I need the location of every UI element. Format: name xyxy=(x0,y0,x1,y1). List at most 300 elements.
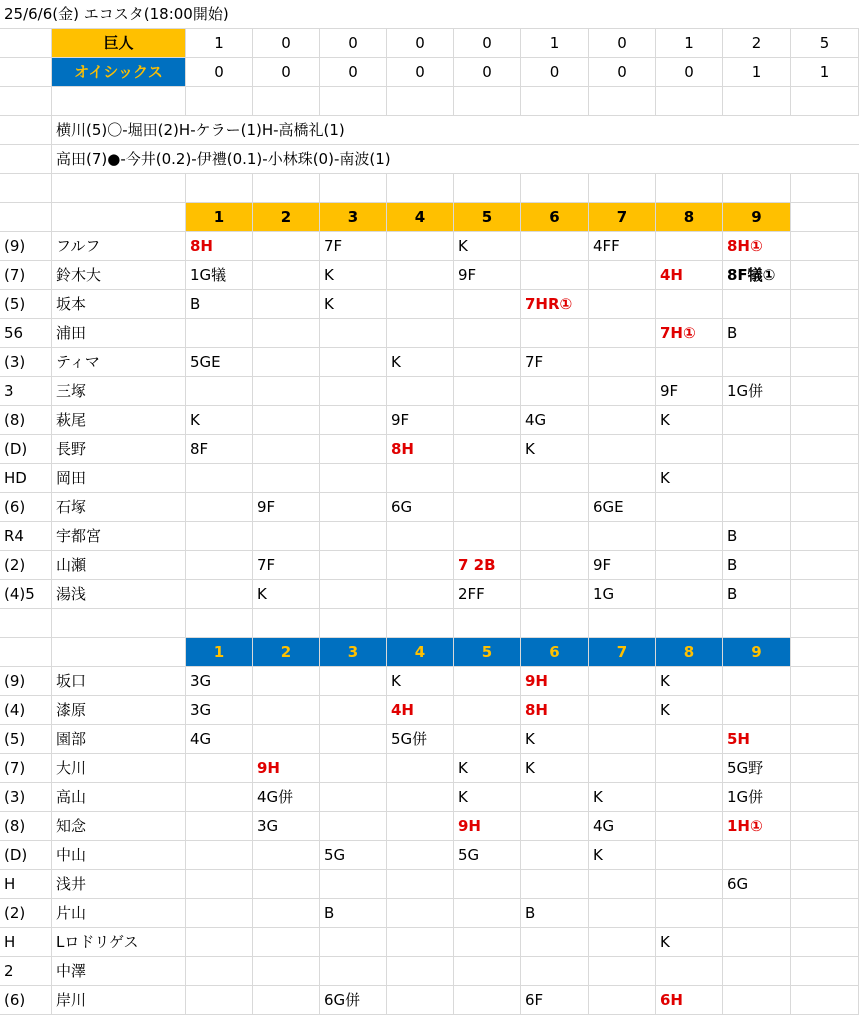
at-bat-result xyxy=(589,464,656,493)
at-bat-result xyxy=(186,551,253,580)
inning-header-cell: 9 xyxy=(723,203,791,232)
at-bat-result xyxy=(387,522,454,551)
at-bat-result xyxy=(454,870,521,899)
at-bat-result xyxy=(387,580,454,609)
at-bat-result xyxy=(723,464,791,493)
at-bat-result xyxy=(387,899,454,928)
at-bat-result xyxy=(723,696,791,725)
at-bat-result xyxy=(253,319,320,348)
at-bat-result xyxy=(454,667,521,696)
at-bat-result xyxy=(589,754,656,783)
batter-row xyxy=(0,986,859,1015)
inning-header-cell: 7 xyxy=(589,203,656,232)
at-bat-result: 9F xyxy=(387,406,454,435)
at-bat-result: B xyxy=(521,899,589,928)
batter-row xyxy=(0,290,859,319)
batter-position: (7) xyxy=(0,261,52,290)
at-bat-result xyxy=(656,870,723,899)
batter-name: 坂口 xyxy=(52,667,186,696)
at-bat-result xyxy=(186,754,253,783)
at-bat-result: 6G xyxy=(387,493,454,522)
at-bat-result xyxy=(723,435,791,464)
at-bat-result: 8H① xyxy=(723,232,791,261)
at-bat-result: K xyxy=(521,725,589,754)
linescore-score: 0 xyxy=(387,58,454,87)
game-title: 25/6/6(金) エコスタ(18:00開始) xyxy=(0,0,859,29)
at-bat-result xyxy=(723,899,791,928)
at-bat-result xyxy=(387,261,454,290)
at-bat-result: 1G併 xyxy=(723,783,791,812)
at-bat-result: 9F xyxy=(656,377,723,406)
at-bat-result xyxy=(454,348,521,377)
at-bat-result: B xyxy=(723,551,791,580)
at-bat-result xyxy=(589,725,656,754)
at-bat-result xyxy=(723,986,791,1015)
inning-header-cell: 3 xyxy=(320,638,387,667)
batter-name: ティマ xyxy=(52,348,186,377)
linescore-score: 0 xyxy=(387,29,454,58)
at-bat-result xyxy=(723,957,791,986)
at-bat-result: 4H xyxy=(387,696,454,725)
batter-row xyxy=(0,667,859,696)
at-bat-result xyxy=(454,290,521,319)
at-bat-result xyxy=(387,290,454,319)
at-bat-result xyxy=(656,348,723,377)
inning-header-cell: 5 xyxy=(454,203,521,232)
linescore-score: 1 xyxy=(186,29,253,58)
at-bat-result: 1G併 xyxy=(723,377,791,406)
at-bat-result xyxy=(320,928,387,957)
at-bat-result xyxy=(186,870,253,899)
batter-name: フルフ xyxy=(52,232,186,261)
inning-header-cell: 8 xyxy=(656,638,723,667)
at-bat-result xyxy=(186,783,253,812)
linescore-score: 0 xyxy=(454,58,521,87)
at-bat-result: K xyxy=(387,667,454,696)
at-bat-result: 5G xyxy=(320,841,387,870)
at-bat-result xyxy=(186,522,253,551)
at-bat-result: 4FF xyxy=(589,232,656,261)
batter-row xyxy=(0,725,859,754)
batter-name: 浅井 xyxy=(52,870,186,899)
batter-row xyxy=(0,783,859,812)
batter-name: 中澤 xyxy=(52,957,186,986)
at-bat-result xyxy=(589,986,656,1015)
batter-position: (6) xyxy=(0,986,52,1015)
batter-name: 中山 xyxy=(52,841,186,870)
at-bat-result xyxy=(320,377,387,406)
batter-name: 漆原 xyxy=(52,696,186,725)
batter-row xyxy=(0,319,859,348)
batter-position: (9) xyxy=(0,232,52,261)
at-bat-result: 6F xyxy=(521,986,589,1015)
batter-position: 3 xyxy=(0,377,52,406)
at-bat-result xyxy=(186,928,253,957)
at-bat-result xyxy=(320,406,387,435)
inning-header-cell: 4 xyxy=(387,638,454,667)
batter-position: (3) xyxy=(0,348,52,377)
batter-position: H xyxy=(0,928,52,957)
batter-position: HD xyxy=(0,464,52,493)
at-bat-result xyxy=(387,377,454,406)
at-bat-result xyxy=(253,696,320,725)
at-bat-result: 4H xyxy=(656,261,723,290)
at-bat-result: 8F犠① xyxy=(723,261,791,290)
at-bat-result xyxy=(589,435,656,464)
inning-header-cell: 5 xyxy=(454,638,521,667)
inning-header-cell: 2 xyxy=(253,638,320,667)
batter-row xyxy=(0,232,859,261)
at-bat-result xyxy=(253,725,320,754)
inning-header-cell: 7 xyxy=(589,638,656,667)
at-bat-result: 8H xyxy=(521,696,589,725)
inning-header-cell: 1 xyxy=(186,203,253,232)
batter-name: 坂本 xyxy=(52,290,186,319)
at-bat-result: 8F xyxy=(186,435,253,464)
at-bat-result xyxy=(387,232,454,261)
at-bat-result xyxy=(656,290,723,319)
linescore-score: 1 xyxy=(723,58,791,87)
at-bat-result: K xyxy=(320,261,387,290)
at-bat-result xyxy=(589,957,656,986)
at-bat-result xyxy=(387,986,454,1015)
at-bat-result xyxy=(656,580,723,609)
linescore-score: 1 xyxy=(656,29,723,58)
at-bat-result xyxy=(320,725,387,754)
inning-header-cell: 2 xyxy=(253,203,320,232)
at-bat-result: B xyxy=(723,522,791,551)
at-bat-result: 1G犠 xyxy=(186,261,253,290)
batter-position: (2) xyxy=(0,551,52,580)
at-bat-result xyxy=(454,957,521,986)
linescore-score: 0 xyxy=(589,29,656,58)
at-bat-result xyxy=(320,435,387,464)
at-bat-result: B xyxy=(320,899,387,928)
at-bat-result xyxy=(656,551,723,580)
at-bat-result xyxy=(723,348,791,377)
linescore-team-giants: 巨人 xyxy=(52,29,186,58)
at-bat-result xyxy=(454,725,521,754)
batter-row xyxy=(0,870,859,899)
at-bat-result: 9H xyxy=(521,667,589,696)
at-bat-result xyxy=(320,493,387,522)
at-bat-result: K xyxy=(656,696,723,725)
at-bat-result: 6G併 xyxy=(320,986,387,1015)
at-bat-result xyxy=(186,957,253,986)
at-bat-result xyxy=(253,870,320,899)
at-bat-result xyxy=(387,957,454,986)
at-bat-result xyxy=(454,493,521,522)
at-bat-result: K xyxy=(454,754,521,783)
at-bat-result: K xyxy=(186,406,253,435)
at-bat-result xyxy=(387,319,454,348)
at-bat-result xyxy=(521,841,589,870)
at-bat-result xyxy=(521,957,589,986)
at-bat-result xyxy=(253,232,320,261)
at-bat-result: B xyxy=(723,580,791,609)
at-bat-result xyxy=(253,435,320,464)
at-bat-result xyxy=(186,986,253,1015)
at-bat-result xyxy=(454,319,521,348)
at-bat-result xyxy=(521,319,589,348)
batter-position: (7) xyxy=(0,754,52,783)
at-bat-result xyxy=(521,928,589,957)
batter-position: (2) xyxy=(0,899,52,928)
batter-name: 萩尾 xyxy=(52,406,186,435)
at-bat-result xyxy=(387,870,454,899)
batter-position: 2 xyxy=(0,957,52,986)
at-bat-result xyxy=(723,841,791,870)
linescore-score: 0 xyxy=(253,58,320,87)
batter-row xyxy=(0,957,859,986)
at-bat-result xyxy=(387,754,454,783)
at-bat-result xyxy=(186,377,253,406)
at-bat-result: 6G xyxy=(723,870,791,899)
at-bat-result: K xyxy=(521,754,589,783)
at-bat-result xyxy=(454,696,521,725)
at-bat-result xyxy=(656,957,723,986)
at-bat-result: 4G xyxy=(521,406,589,435)
batter-row xyxy=(0,406,859,435)
at-bat-result xyxy=(387,783,454,812)
at-bat-result xyxy=(521,783,589,812)
at-bat-result xyxy=(320,551,387,580)
at-bat-result xyxy=(589,928,656,957)
at-bat-result xyxy=(320,754,387,783)
batter-row xyxy=(0,580,859,609)
batter-name: 山瀬 xyxy=(52,551,186,580)
at-bat-result xyxy=(589,261,656,290)
at-bat-result xyxy=(320,667,387,696)
at-bat-result xyxy=(656,899,723,928)
at-bat-result xyxy=(656,522,723,551)
at-bat-result: 1H① xyxy=(723,812,791,841)
linescore-score: 0 xyxy=(454,29,521,58)
at-bat-result xyxy=(320,957,387,986)
batter-name: 片山 xyxy=(52,899,186,928)
at-bat-result xyxy=(454,928,521,957)
at-bat-result: 5G併 xyxy=(387,725,454,754)
batter-row xyxy=(0,696,859,725)
at-bat-result: 5G野 xyxy=(723,754,791,783)
linescore-score: 0 xyxy=(589,58,656,87)
at-bat-result xyxy=(589,319,656,348)
at-bat-result: 6H xyxy=(656,986,723,1015)
at-bat-result xyxy=(186,899,253,928)
at-bat-result: 7 2B xyxy=(454,551,521,580)
at-bat-result xyxy=(454,986,521,1015)
batter-row xyxy=(0,377,859,406)
batter-row xyxy=(0,899,859,928)
at-bat-result: B xyxy=(723,319,791,348)
at-bat-result: 3G xyxy=(186,667,253,696)
batter-name: 鈴木大 xyxy=(52,261,186,290)
at-bat-result xyxy=(521,232,589,261)
title-row xyxy=(0,0,859,29)
at-bat-result: 9H xyxy=(253,754,320,783)
at-bat-result xyxy=(656,435,723,464)
at-bat-result: 9F xyxy=(589,551,656,580)
pitchers-row-giants xyxy=(0,116,859,145)
at-bat-result xyxy=(656,812,723,841)
at-bat-result xyxy=(186,493,253,522)
at-bat-result xyxy=(320,319,387,348)
at-bat-result: 4G xyxy=(186,725,253,754)
batter-name: 三塚 xyxy=(52,377,186,406)
at-bat-result: 7HR① xyxy=(521,290,589,319)
at-bat-result xyxy=(186,812,253,841)
batter-position: (8) xyxy=(0,406,52,435)
at-bat-result xyxy=(320,812,387,841)
at-bat-result: 4G xyxy=(589,812,656,841)
blank-row xyxy=(0,87,859,116)
at-bat-result: 7F xyxy=(320,232,387,261)
at-bat-result xyxy=(589,696,656,725)
at-bat-result xyxy=(723,928,791,957)
linescore-score: 0 xyxy=(253,29,320,58)
at-bat-result: K xyxy=(589,841,656,870)
at-bat-result xyxy=(521,551,589,580)
at-bat-result: 7H① xyxy=(656,319,723,348)
at-bat-result xyxy=(454,377,521,406)
linescore-score: 0 xyxy=(320,58,387,87)
batter-row xyxy=(0,812,859,841)
batter-position: (4)5 xyxy=(0,580,52,609)
inning-header-cell: 6 xyxy=(521,638,589,667)
batter-position: (4) xyxy=(0,696,52,725)
at-bat-result xyxy=(320,348,387,377)
at-bat-result: 9H xyxy=(454,812,521,841)
at-bat-result xyxy=(656,754,723,783)
at-bat-result xyxy=(253,841,320,870)
pitchers-giants: 横川(5)〇-堀田(2)H-ケラー(1)H-高橋礼(1) xyxy=(52,116,859,145)
linescore-score: 0 xyxy=(656,58,723,87)
at-bat-result: K xyxy=(521,435,589,464)
at-bat-result: 9F xyxy=(454,261,521,290)
inning-header-giants xyxy=(0,203,859,232)
at-bat-result: 8H xyxy=(387,435,454,464)
at-bat-result: 5GE xyxy=(186,348,253,377)
linescore-row-giants xyxy=(0,29,859,58)
at-bat-result xyxy=(521,493,589,522)
batter-position: (D) xyxy=(0,841,52,870)
linescore-score: 1 xyxy=(521,29,589,58)
at-bat-result xyxy=(521,261,589,290)
at-bat-result xyxy=(454,406,521,435)
at-bat-result xyxy=(320,870,387,899)
at-bat-result: K xyxy=(656,928,723,957)
batter-name: 宇都宮 xyxy=(52,522,186,551)
at-bat-result xyxy=(320,580,387,609)
pitchers-oisix: 高田(7)●-今井(0.2)-伊禮(0.1)-小林珠(0)-南波(1) xyxy=(52,145,859,174)
inning-header-cell: 4 xyxy=(387,203,454,232)
at-bat-result xyxy=(656,725,723,754)
inning-header-oisix xyxy=(0,638,859,667)
at-bat-result xyxy=(656,232,723,261)
batter-position: (5) xyxy=(0,725,52,754)
batter-position: (8) xyxy=(0,812,52,841)
at-bat-result xyxy=(589,522,656,551)
at-bat-result: K xyxy=(454,783,521,812)
batter-position: (3) xyxy=(0,783,52,812)
batter-position: (6) xyxy=(0,493,52,522)
at-bat-result: K xyxy=(454,232,521,261)
batter-name: 浦田 xyxy=(52,319,186,348)
pitchers-row-oisix xyxy=(0,145,859,174)
at-bat-result xyxy=(589,667,656,696)
batter-row xyxy=(0,464,859,493)
at-bat-result xyxy=(656,493,723,522)
batter-name: 園部 xyxy=(52,725,186,754)
at-bat-result: 7F xyxy=(521,348,589,377)
at-bat-result xyxy=(387,551,454,580)
at-bat-result xyxy=(186,464,253,493)
at-bat-result: 7F xyxy=(253,551,320,580)
batter-name: 湯浅 xyxy=(52,580,186,609)
at-bat-result: 5H xyxy=(723,725,791,754)
at-bat-result xyxy=(589,899,656,928)
at-bat-result xyxy=(253,986,320,1015)
at-bat-result xyxy=(589,870,656,899)
at-bat-result: 3G xyxy=(253,812,320,841)
batter-position: H xyxy=(0,870,52,899)
at-bat-result xyxy=(253,957,320,986)
at-bat-result xyxy=(320,696,387,725)
at-bat-result xyxy=(253,464,320,493)
at-bat-result: 4G併 xyxy=(253,783,320,812)
at-bat-result: 1G xyxy=(589,580,656,609)
at-bat-result xyxy=(253,261,320,290)
at-bat-result xyxy=(253,928,320,957)
batter-name: 知念 xyxy=(52,812,186,841)
at-bat-result xyxy=(723,290,791,319)
linescore-score: 0 xyxy=(320,29,387,58)
at-bat-result xyxy=(387,812,454,841)
blank-row xyxy=(0,174,859,203)
at-bat-result: K xyxy=(656,667,723,696)
at-bat-result xyxy=(320,464,387,493)
batter-name: 岸川 xyxy=(52,986,186,1015)
linescore-score: 0 xyxy=(521,58,589,87)
batter-position: (5) xyxy=(0,290,52,319)
batter-name: 高山 xyxy=(52,783,186,812)
at-bat-result xyxy=(521,870,589,899)
batter-position: (9) xyxy=(0,667,52,696)
batter-row xyxy=(0,435,859,464)
linescore-row-oisix xyxy=(0,58,859,87)
linescore-score: 0 xyxy=(186,58,253,87)
at-bat-result xyxy=(253,406,320,435)
batter-name: 長野 xyxy=(52,435,186,464)
at-bat-result xyxy=(521,522,589,551)
batter-row xyxy=(0,493,859,522)
at-bat-result xyxy=(253,348,320,377)
at-bat-result xyxy=(387,841,454,870)
batter-position: 56 xyxy=(0,319,52,348)
at-bat-result xyxy=(186,841,253,870)
inning-header-cell: 6 xyxy=(521,203,589,232)
at-bat-result: 6GE xyxy=(589,493,656,522)
at-bat-result xyxy=(253,899,320,928)
at-bat-result: 8H xyxy=(186,232,253,261)
at-bat-result xyxy=(186,319,253,348)
at-bat-result xyxy=(454,464,521,493)
at-bat-result xyxy=(320,783,387,812)
at-bat-result xyxy=(723,406,791,435)
at-bat-result: K xyxy=(656,464,723,493)
inning-header-cell: 8 xyxy=(656,203,723,232)
at-bat-result xyxy=(589,406,656,435)
